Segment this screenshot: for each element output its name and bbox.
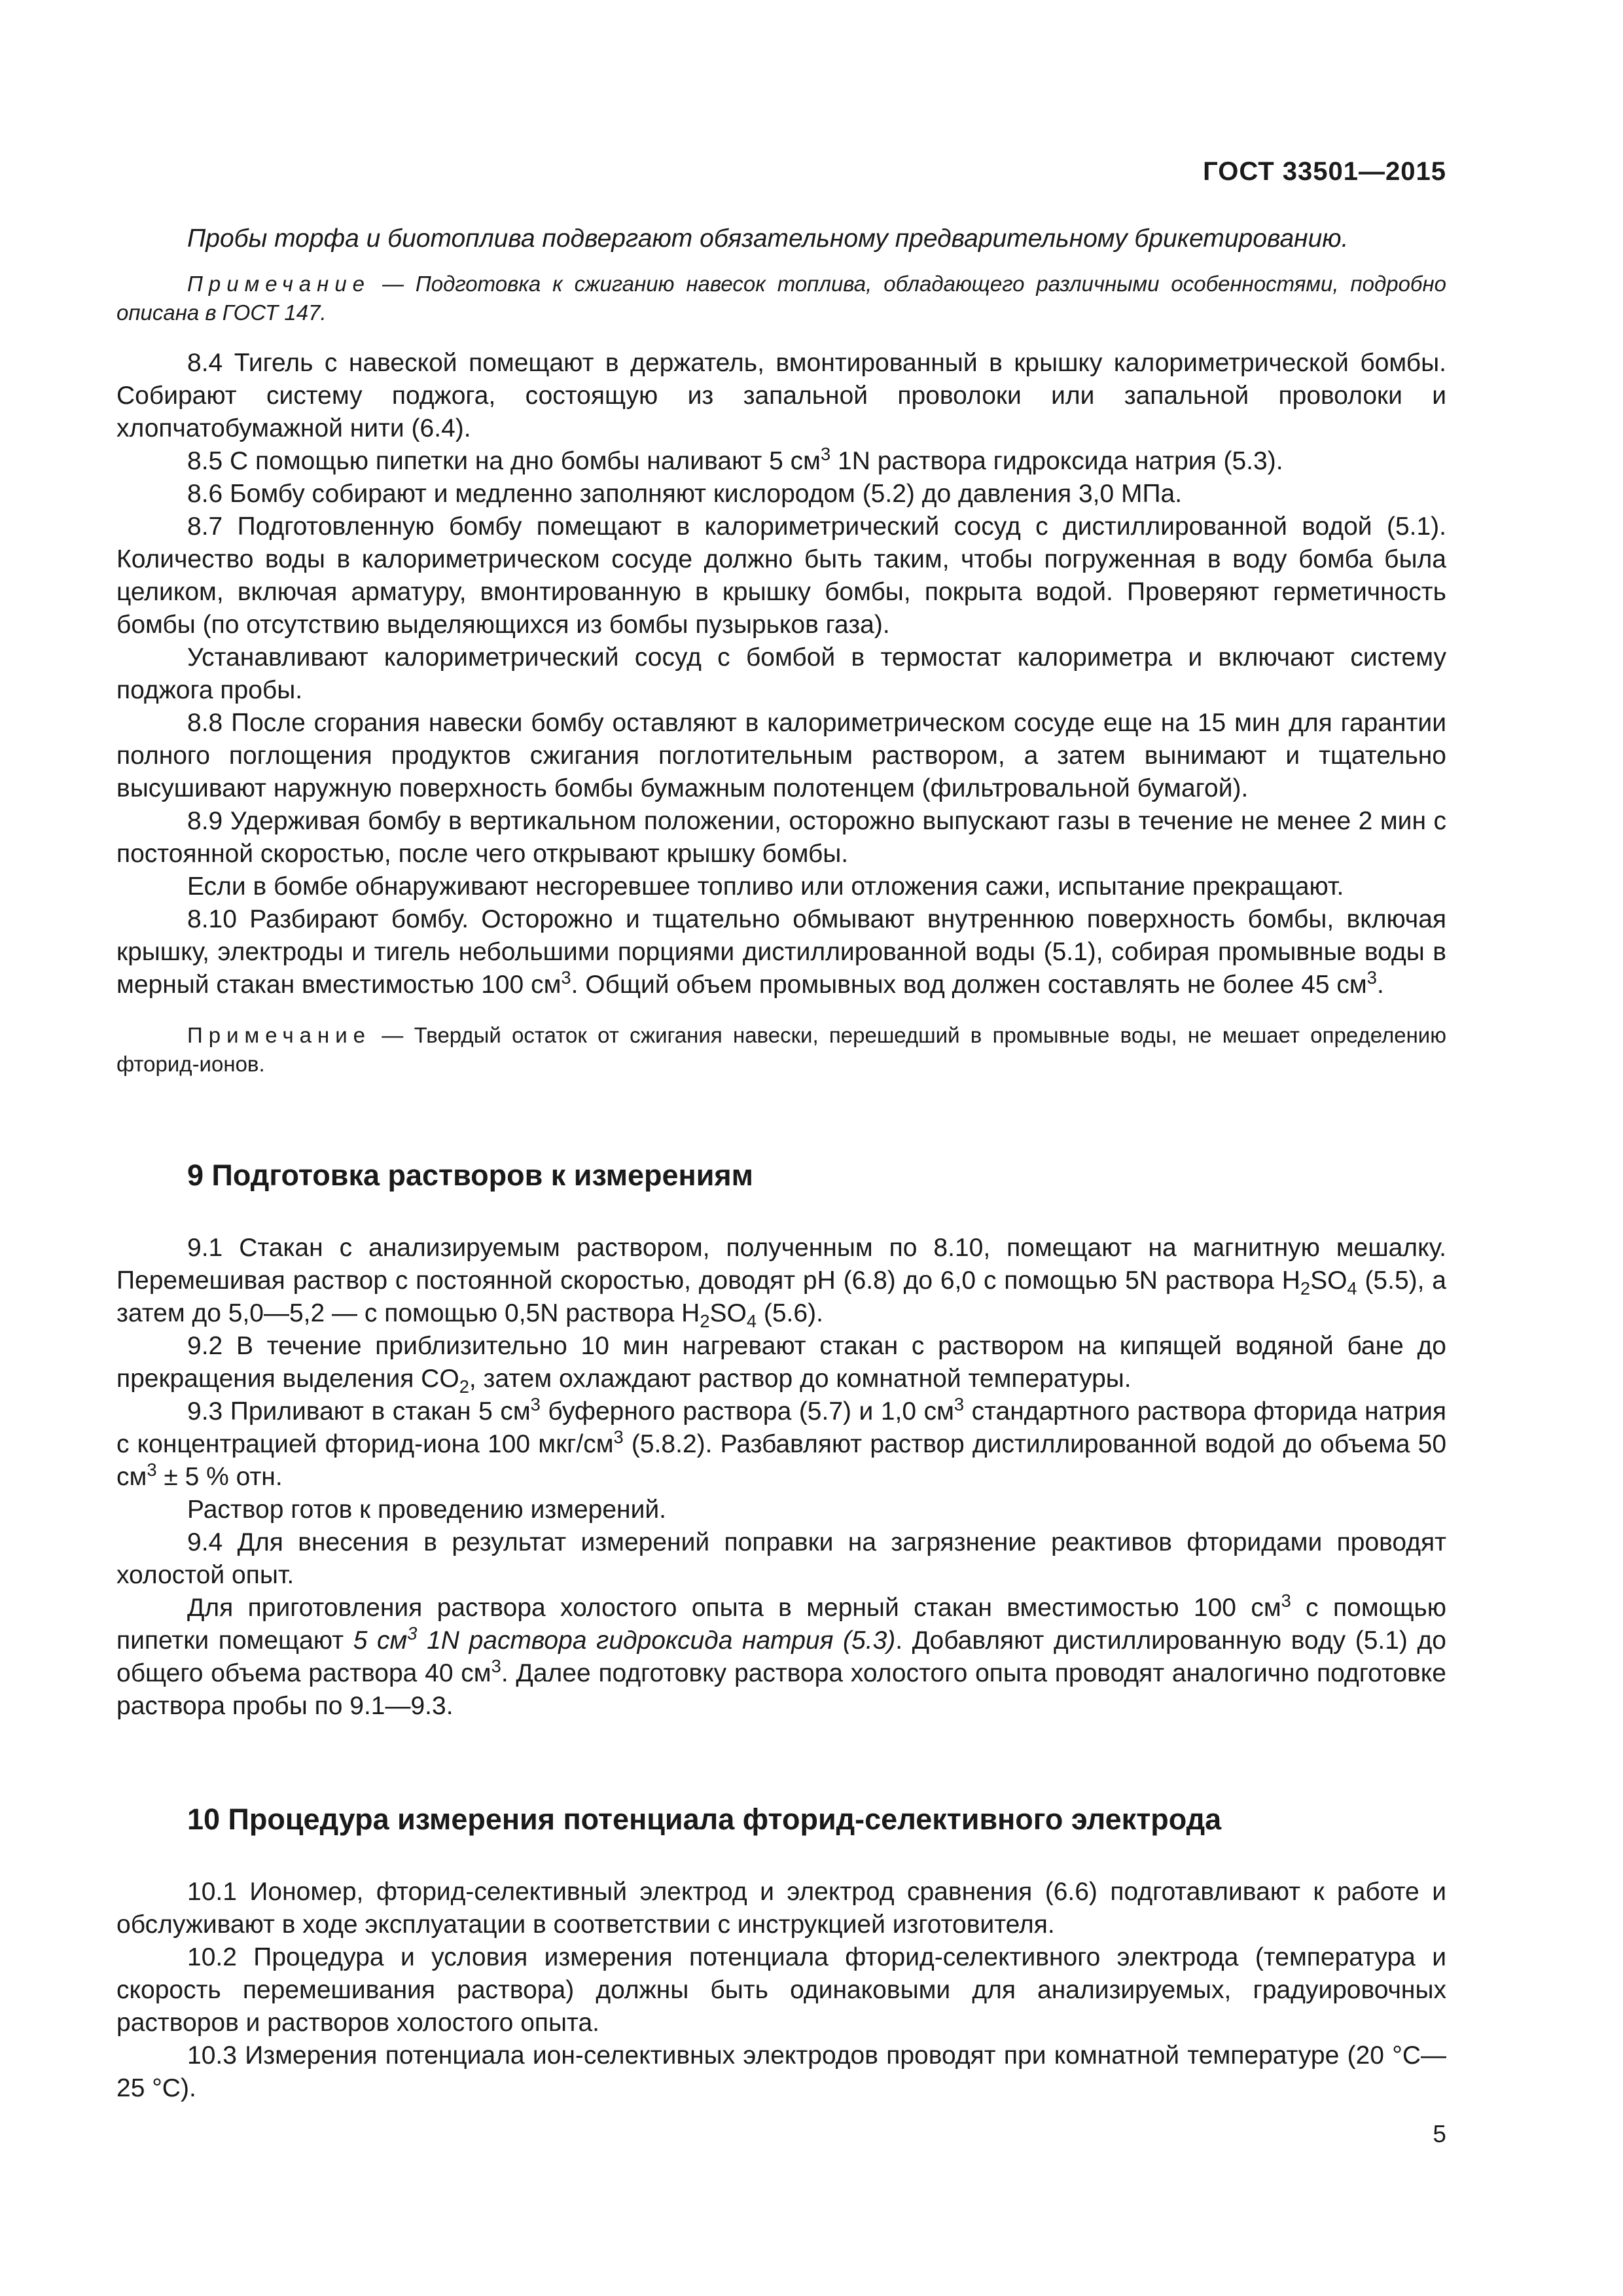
clause-8-9: 8.9 Удерживая бомбу в вертикальном положении, осторожно выпускают газы в течение не менее 2 мин с постоянной скоростью, после чего открывают крышку бомбы.	[116, 807, 1446, 868]
page-content	[116, 223, 1446, 2105]
note-text: — Твердый остаток от сжигания навески, перешедший в промывные воды, не мешает определению фторид-ионов.	[116, 1023, 1446, 1076]
note-label: Примечание	[187, 1023, 372, 1047]
note-label: Примечание	[187, 272, 371, 296]
clause-10-3: 10.3 Измерения потенциала ион-селективных электродов проводят при комнатной температуре (20 °С—25 °С).	[116, 2041, 1446, 2102]
section-10-heading: 10 Процедура измерения потенциала фторид-селективного электрода	[187, 1803, 1222, 1836]
section-9-heading: 9 Подготовка растворов к измерениям	[187, 1158, 753, 1192]
clause-10-2: 10.2 Процедура и условия измерения потенциала фторид-селективного электрода (температура и скорость перемешивания раствора) должны быть одинаковыми для анализируемых, градуировочных растворов и растворов холостого опыта.	[116, 1943, 1446, 2037]
clause-9-4-continued: Для приготовления раствора холостого опыта в мерный стакан вместимостью 100 $см^3$ с помощью пипетки помещают 5 $см^3$ 1N раствора гидроксида натрия (5.3). Добавляют дистиллированную воду (5.1) до общего объема раствора 40 $см^3$. Далее подготовку раствора холостого опыта проводят аналогично подготовке раствора пробы по 9.1—9.3.	[116, 1590, 1446, 1720]
note-2	[116, 1021, 1446, 1079]
clause-9-2: 9.2 В течение приблизительно 10 мин нагревают стакан с раствором на кипящей водяной бане до прекращения выделения $CO_2$, затем охлаждают раствор до комнатной температуры.	[116, 1332, 1446, 1397]
clause-9-1: 9.1 Стакан с анализируемым раствором, полученным по 8.10, помещают на магнитную мешалку. Перемешивая раствор с постоянной скоростью, доводят pH (6.8) до 6,0 с помощью 5N раствора $H_2SO_4$ (5.5), а затем до 5,0—5,2 — с помощью 0,5N раствора $H_2SO_4$ (5.6).	[116, 1234, 1446, 1331]
clause-10-1: 10.1 Иономер, фторид-селективный электрод и электрод сравнения (6.6) подготавливают к работе и обслуживают в ходе эксплуатации в соответствии с инструкцией изготовителя.	[116, 1878, 1446, 1939]
paragraph-peat: Пробы торфа и биотоплива подвергают обязательному предварительному брикетированию.	[187, 224, 1349, 253]
clause-8-9-continued: Если в бомбе обнаруживают несгоревшее топливо или отложения сажи, испытание прекращают.	[187, 872, 1344, 901]
clause-8-10: 8.10 Разбирают бомбу. Осторожно и тщательно обмывают внутреннюю поверхность бомбы, включая крышку, электроды и тигель небольшими порциями дистиллированной воды (5.1), собирая промывные воды в мерный стакан вместимостью 100 $см^3$. Общий объем промывных вод должен составлять не более 45 $см^3$.	[116, 905, 1446, 999]
note-text: — Подготовка к сжиганию навесок топлива, обладающего различными особенностями, подробно описана в ГОСТ 147.	[116, 272, 1447, 325]
clause-9-3-continued: Раствор готов к проведению измерений.	[187, 1496, 666, 1524]
clause-9-3: 9.3 Приливают в стакан 5 $см^3$ буферного раствора (5.7) и 1,0 $см^3$ стандартного раствора фторида натрия с концентрацией фторид-иона 100 мкг/$см^3$ (5.8.2). Разбавляют раствор дистиллированной водой до объема 50 $см^3 \pm 5$ % отн.	[116, 1394, 1447, 1491]
clause-9-4: 9.4 Для внесения в результат измерений поправки на загрязнение реактивов фторидами проводят холостой опыт.	[116, 1528, 1446, 1589]
clause-8-6: 8.6 Бомбу собирают и медленно заполняют кислородом (5.2) до давления 3,0 МПа.	[187, 480, 1183, 508]
clause-8-7: 8.7 Подготовленную бомбу помещают в калориметрический сосуд с дистиллированной водой (5.1). Количество воды в калориметрическом сосуде должно быть таким, чтобы погруженная в воду бомба была целиком, включая арматуру, вмонтированную в крышку бомбы, покрыта водой. Проверяют герметичность бомбы (по отсутствию выделяющихся из бомбы пузырьков газа).	[116, 512, 1446, 639]
note-1	[116, 270, 1446, 327]
document-page	[116, 0, 1446, 2296]
clause-8-8: 8.8 После сгорания навески бомбу оставляют в калориметрическом сосуде еще на 15 мин для гарантии полного поглощения продуктов сжигания поглотительным раствором, а затем вынимают и тщательно высушивают наружную поверхность бомбы бумажным полотенцем (фильтровальной бумагой).	[116, 709, 1446, 802]
clause-8-4: 8.4 Тигель с навеской помещают в держатель, вмонтированный в крышку калориметрической бомбы. Собирают систему поджога, состоящую из запальной проволоки или запальной проволоки и хлопчатобумажной нити (6.4).	[116, 349, 1446, 442]
document-code: ГОСТ 33501—2015	[1203, 157, 1446, 186]
page-number: 5	[1433, 2121, 1446, 2147]
clause-8-5: 8.5 С помощью пипетки на дно бомбы наливают 5 $см^3$ 1N раствора гидроксида натрия (5.3).	[187, 444, 1283, 475]
clause-8-7-continued: Устанавливают калориметрический сосуд с бомбой в термостат калориметра и включают систему поджога пробы.	[116, 643, 1446, 704]
